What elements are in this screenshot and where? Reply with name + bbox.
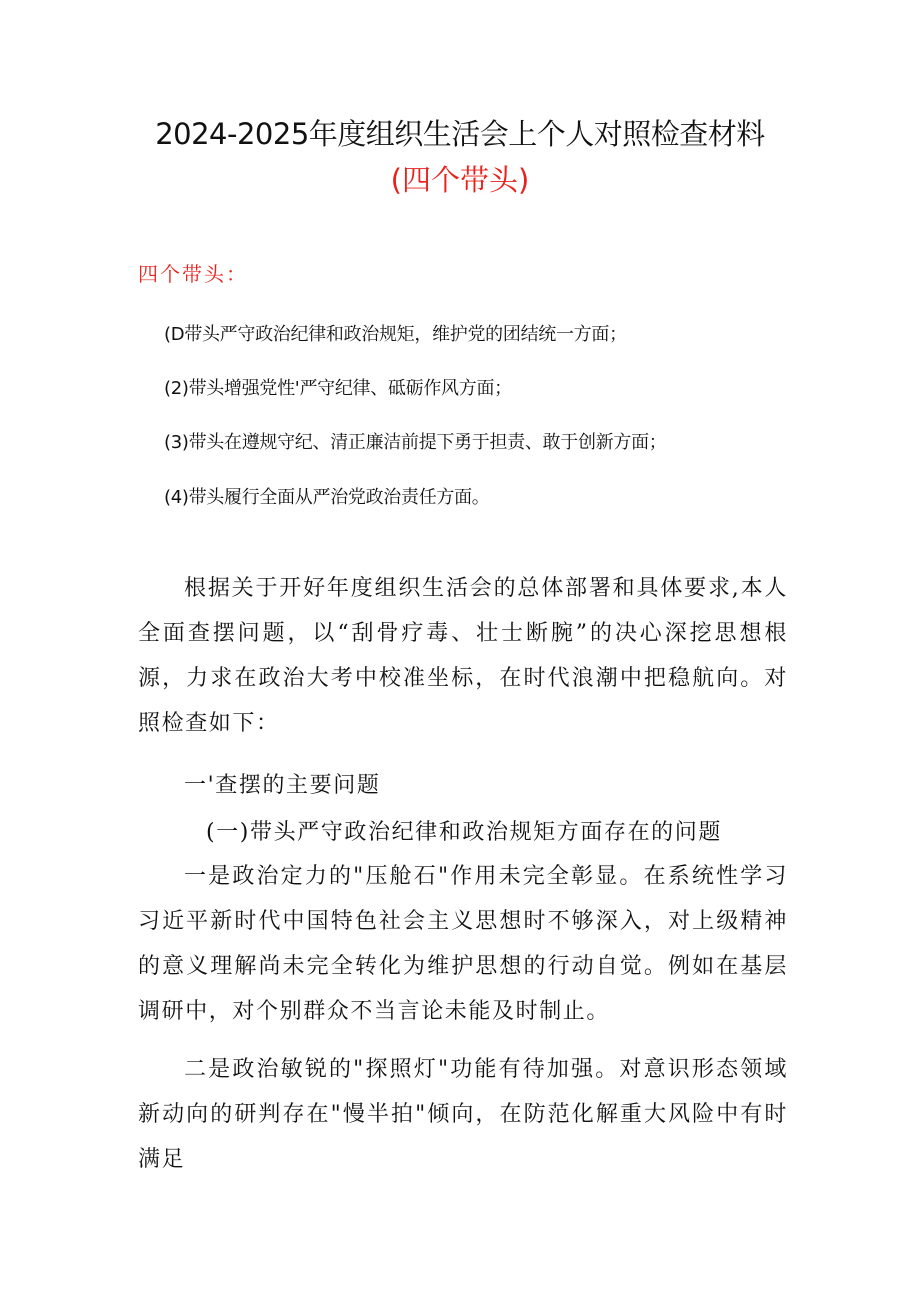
part-one-heading: 一'查摆的主要问题 (184, 773, 381, 798)
paragraph-two: 二是政治敏锐的"探照灯"功能有待加强。对意识形态领域新动向的研判存在"慢半拍"倾向，在防范化解重大风险中有时满足 (138, 1057, 788, 1172)
list-item: (4)带头履行全面从严治党政治责任方面。 (164, 487, 490, 508)
intro-paragraph: 根据关于开好年度组织生活会的总体部署和具体要求,本人全面查摆问题，以“刮骨疗毒、壮士断腕”的决心深挖思想根源，力求在政治大考中校准坐标，在时代浪潮中把稳航向。对照检查如下： (138, 576, 788, 736)
paragraph-one: 一是政治定力的"压舱石"作用未完全彰显。在系统性学习习近平新时代中国特色社会主义思想时不够深入，对上级精神的意义理解尚未完全转化为维护思想的行动自觉。例如在基层调研中，对个别群众不当言论未能及时制止。 (138, 864, 788, 1024)
sub-heading-one: (一)带头严守政治纪律和政治规矩方面存在的问题 (206, 820, 722, 845)
list-item: (3)带头在遵规守纪、清正廉洁前提下勇于担责、敢于创新方面； (164, 432, 667, 453)
section-heading: 四个带头： (138, 262, 248, 286)
document-subtitle: (四个带头) (390, 163, 530, 197)
list-item: (D带头严守政治纪律和政治规矩，维护党的团结统一方面； (164, 324, 627, 345)
list-item: (2)带头增强党性'严守纪律、砥砺作风方面； (164, 378, 512, 399)
document-title: 2024-2025年度组织生活会上个人对照检查材料 (155, 117, 765, 151)
